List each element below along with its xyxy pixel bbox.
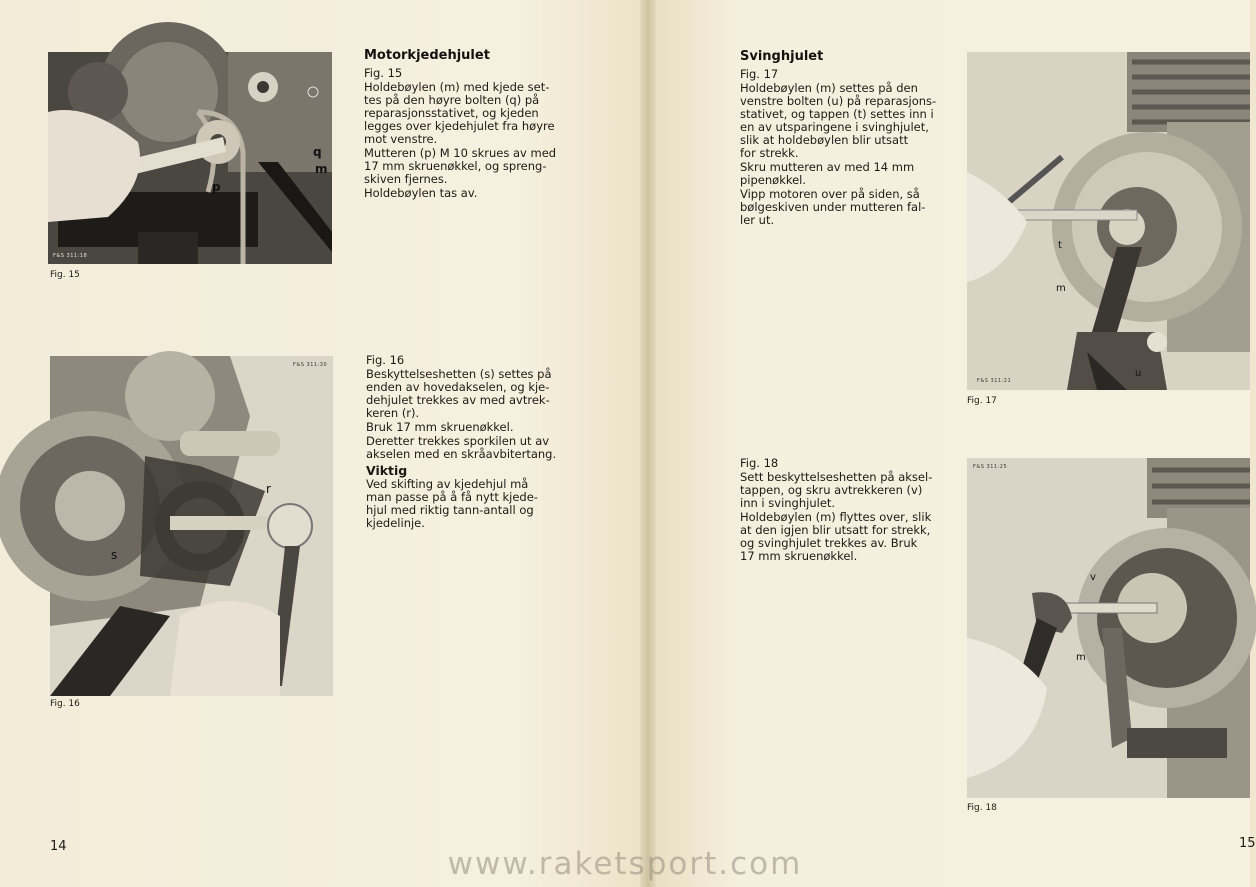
label-r-fig16: r bbox=[266, 482, 271, 496]
caption-fig-15: Fig. 15 bbox=[50, 270, 80, 280]
paragraph-vipp-motoren bbox=[740, 188, 940, 227]
text-line: venstre bolten (u) på reparasjons- bbox=[740, 94, 937, 108]
text-block-fig16 bbox=[366, 354, 566, 531]
text-line: Mutteren (p) M 10 skrues av med bbox=[364, 146, 557, 160]
page-number-right: 15 bbox=[1239, 836, 1256, 851]
text-line: kjedelinje. bbox=[366, 516, 425, 530]
photo-fig-17 bbox=[967, 52, 1250, 390]
text-line: dehjulet trekkes av med avtrek- bbox=[366, 393, 550, 407]
photo-ref-15: F&S 311:18 bbox=[53, 253, 88, 259]
label-q-fig15: q bbox=[313, 145, 322, 159]
text-line: for strekk. bbox=[740, 146, 799, 160]
text-line: mot venstre. bbox=[364, 132, 438, 146]
label-u-fig17: u bbox=[1135, 368, 1142, 379]
text-line: en av utsparingene i svinghjulet, bbox=[740, 120, 929, 134]
text-line: stativet, og tappen (t) settes inn i bbox=[740, 107, 934, 121]
text-block-fig18 bbox=[740, 457, 940, 564]
photo-fig-15 bbox=[48, 52, 332, 264]
label-m-fig18: m bbox=[1076, 652, 1086, 663]
paragraph-bruk bbox=[366, 421, 566, 434]
paragraph-deretter bbox=[366, 435, 566, 461]
text-line: legges over kjedehjulet fra høyre bbox=[364, 119, 555, 133]
text-line: tes på den høyre bolten (q) på bbox=[364, 93, 540, 107]
text-line: Vipp motoren over på siden, så bbox=[740, 187, 920, 201]
text-line: at den igjen blir utsatt for strekk, bbox=[740, 523, 931, 537]
text-block-fig17 bbox=[740, 68, 940, 228]
text-line: Sett beskyttelseshetten på aksel- bbox=[740, 470, 933, 484]
photo-fig-16 bbox=[50, 356, 333, 696]
text-line: Holdebøylen (m) med kjede set- bbox=[364, 80, 550, 94]
label-v-fig18: v bbox=[1090, 572, 1096, 583]
flywheel-holder-illustration bbox=[967, 52, 1250, 390]
paragraph-holdeboylen-set bbox=[364, 81, 564, 146]
label-m-fig17: m bbox=[1056, 283, 1066, 294]
label-t-fig17: t bbox=[1058, 240, 1062, 251]
paragraph-holdeboylen-flyttes bbox=[740, 511, 940, 563]
photo-ref-17: F&S 311:21 bbox=[977, 378, 1012, 384]
text-line: Holdebøylen (m) flyttes over, slik bbox=[740, 510, 932, 524]
flywheel-puller-illustration bbox=[967, 458, 1250, 798]
fig-ref-16: Fig. 16 bbox=[366, 353, 405, 367]
text-line: pipenøkkel. bbox=[740, 173, 807, 187]
paragraph-beskyttelseshetten bbox=[366, 368, 566, 420]
text-line: Holdebøylen (m) settes på den bbox=[740, 81, 918, 95]
text-line: keren (r). bbox=[366, 406, 420, 420]
caption-fig-17: Fig. 17 bbox=[967, 396, 997, 406]
book-gutter bbox=[640, 0, 656, 887]
text-line: Ved skifting av kjedehjul må bbox=[366, 477, 529, 491]
text-line: Skru mutteren av med 14 mm bbox=[740, 160, 915, 174]
fig-ref-17: Fig. 17 bbox=[740, 67, 779, 81]
photo-ref-18: F&S 311:25 bbox=[973, 464, 1008, 470]
paragraph-skru-mutteren bbox=[740, 161, 940, 187]
caption-fig-18: Fig. 18 bbox=[967, 803, 997, 813]
text-line: man passe på å få nytt kjede- bbox=[366, 490, 538, 504]
label-m-fig15: m bbox=[315, 162, 328, 176]
text-line: tappen, og skru avtrekkeren (v) bbox=[740, 483, 923, 497]
text-line: Beskyttelseshetten (s) settes på bbox=[366, 367, 552, 381]
label-s-fig16: s bbox=[111, 548, 118, 562]
text-line: reparasjonsstativet, og kjeden bbox=[364, 106, 539, 120]
text-line: slik at holdebøylen blir utsatt bbox=[740, 133, 909, 147]
photo-ref-16: F&S 311:30 bbox=[293, 362, 328, 368]
text-line: 17 mm skruenøkkel, og spreng- bbox=[364, 159, 547, 173]
text-line: Bruk 17 mm skruenøkkel. bbox=[366, 420, 514, 434]
text-line: Holdebøylen tas av. bbox=[364, 186, 478, 200]
page-number-left: 14 bbox=[50, 839, 67, 854]
text-line: enden av hovedakselen, og kje- bbox=[366, 380, 550, 394]
paragraph-holdeboylen-settes bbox=[740, 82, 940, 160]
watermark: www.raketsport.com bbox=[447, 846, 803, 882]
text-line: hjul med riktig tann-antall og bbox=[366, 503, 534, 517]
text-line: akselen med en skråavbitertang. bbox=[366, 447, 557, 461]
sprocket-puller-illustration bbox=[50, 356, 333, 696]
text-block-fig15 bbox=[364, 67, 564, 201]
text-line: Deretter trekkes sporkilen ut av bbox=[366, 434, 550, 448]
heading-motorkjedehjulet: Motorkjedehjulet bbox=[364, 48, 490, 63]
paragraph-holdeboylen-tas bbox=[364, 187, 564, 200]
text-line: skiven fjernes. bbox=[364, 172, 448, 186]
paragraph-sett-beskyttelseshetten bbox=[740, 471, 940, 510]
text-line: 17 mm skruenøkkel. bbox=[740, 549, 858, 563]
heading-svinghjulet: Svinghjulet bbox=[740, 49, 824, 64]
caption-fig-16: Fig. 16 bbox=[50, 699, 80, 709]
text-line: og svinghjulet trekkes av. Bruk bbox=[740, 536, 918, 550]
subheading-viktig: Viktig bbox=[366, 463, 408, 478]
paragraph-mutteren bbox=[364, 147, 564, 186]
fig-ref-15: Fig. 15 bbox=[364, 66, 403, 80]
fig-ref-18: Fig. 18 bbox=[740, 456, 779, 470]
text-line: ler ut. bbox=[740, 213, 775, 227]
paragraph-ved-skifting bbox=[366, 478, 566, 530]
label-p-fig15: p bbox=[212, 180, 221, 194]
text-line: inn i svinghjulet. bbox=[740, 496, 836, 510]
photo-fig-18 bbox=[967, 458, 1250, 798]
engine-sprocket-illustration bbox=[48, 52, 332, 264]
text-line: bølgeskiven under mutteren fal- bbox=[740, 200, 926, 214]
